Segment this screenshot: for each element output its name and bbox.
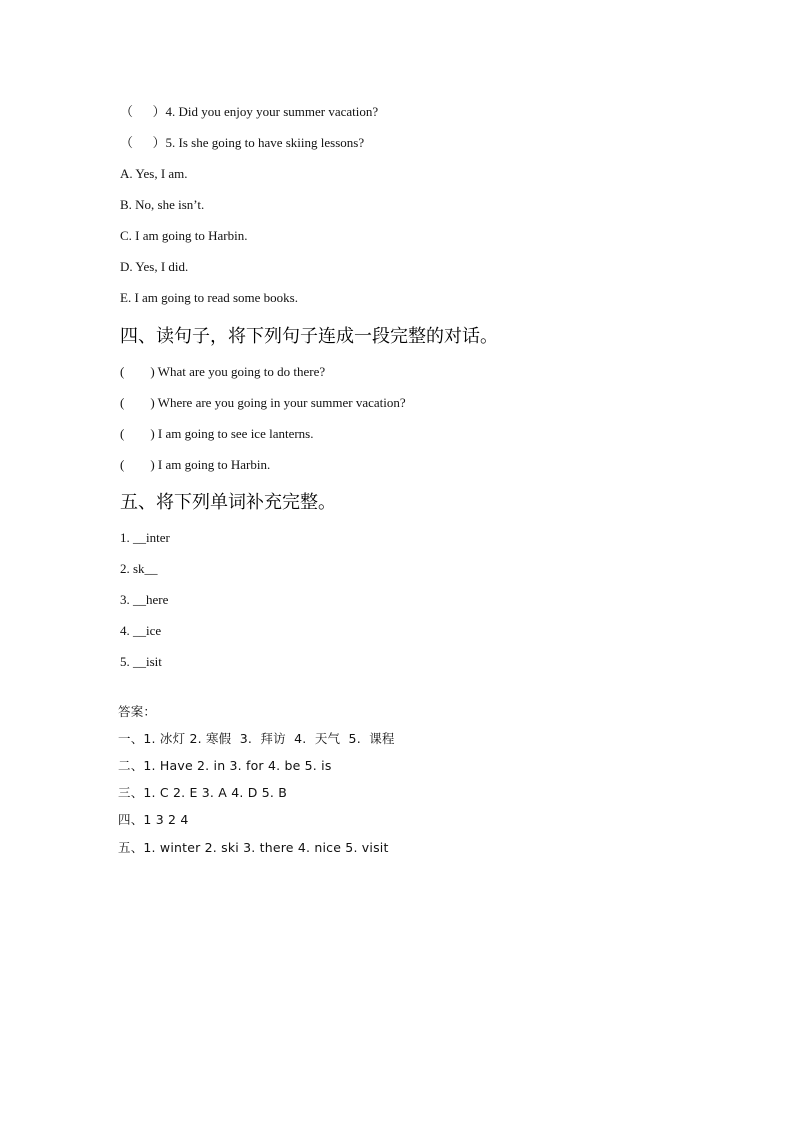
dialog-item-1: ( ) What are you going to do there?: [120, 364, 326, 379]
word-item-5: 5. __isit: [120, 654, 162, 669]
dialog-item-3: ( ) I am going to see ice lanterns.: [120, 426, 314, 441]
option-c: C. I am going to Harbin.: [120, 228, 248, 243]
answer-line-4: 四、1 3 2 4: [118, 812, 189, 827]
dialog-item-4: ( ) I am going to Harbin.: [120, 457, 271, 472]
word-item-3: 3. __here: [120, 592, 169, 607]
answer-line-3: 三、1. C 2. E 3. A 4. D 5. B: [118, 785, 287, 800]
word-item-1: 1. __inter: [120, 530, 170, 545]
option-d: D. Yes, I did.: [120, 259, 189, 274]
answer-line-5: 五、1. winter 2. ski 3. there 4. nice 5. visit: [118, 840, 389, 855]
question-5: （ ）5. Is she going to have skiing lessons?: [120, 135, 365, 150]
answer-line-1: 一、1. 冰灯 2. 寒假 3. 拜访 4. 天气 5. 课程: [118, 731, 395, 746]
word-item-2: 2. sk__: [120, 561, 158, 576]
question-4: （ ）4. Did you enjoy your summer vacation?: [120, 104, 379, 119]
option-b: B. No, she isn’t.: [120, 197, 205, 212]
dialog-item-2: ( ) Where are you going in your summer vacation?: [120, 395, 406, 410]
option-e: E. I am going to read some books.: [120, 290, 298, 305]
section-4-heading: 四、读句子，将下列句子连成一段完整的对话。: [120, 326, 498, 347]
answer-line-2: 二、1. Have 2. in 3. for 4. be 5. is: [118, 758, 332, 773]
word-item-4: 4. __ice: [120, 623, 162, 638]
option-a: A. Yes, I am.: [120, 166, 188, 181]
section-5-heading: 五、将下列单词补充完整。: [120, 492, 336, 513]
answers-label: 答案：: [118, 704, 157, 719]
